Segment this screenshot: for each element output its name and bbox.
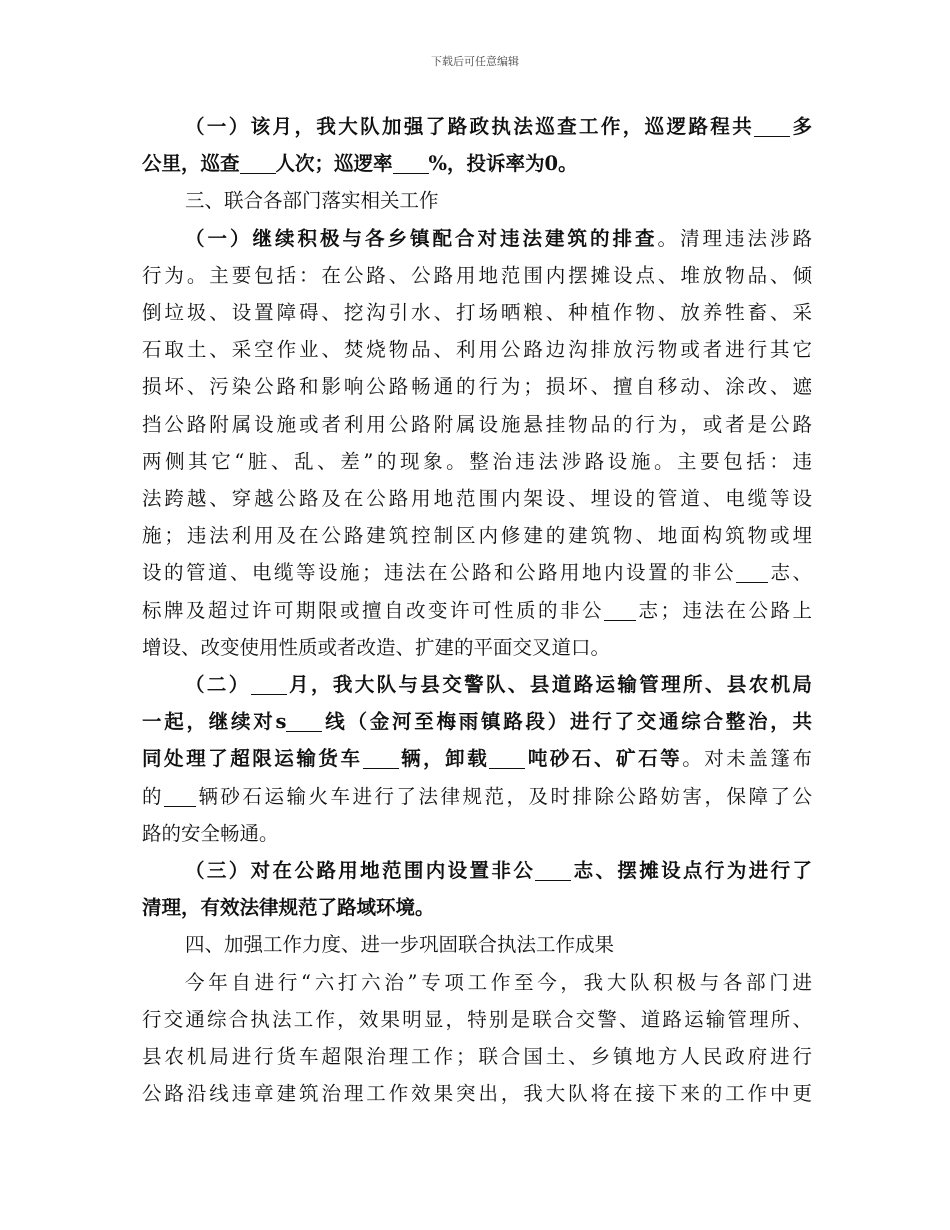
- text-line: [142, 145, 812, 182]
- text-line: 今年自进行“六打六治”专项工作至今，我大队积极与各部门进: [185, 970, 812, 994]
- paragraph-joint-enforcement: [142, 666, 812, 852]
- text-line: [142, 852, 812, 889]
- text-run: （三）对在公路用地范围内设置非公: [185, 859, 536, 883]
- text-line: 挡公路附属设施或者利用公路附属设施悬挂物品的行为，或者是公路: [142, 412, 812, 436]
- text-line: [142, 220, 812, 257]
- text-run: 志、摆摊设点行为进行了: [571, 859, 812, 883]
- fill-blank: [393, 152, 429, 174]
- text-run: 标牌及超过许可期限或擅自改变许可性质的非公: [142, 598, 604, 622]
- text-line: 县农机局进行货车超限治理工作；联合国土、乡镇地方人民政府进行: [142, 1045, 812, 1069]
- text-run: 一起，继续对s: [142, 710, 287, 734]
- fill-blank: [754, 115, 790, 137]
- text-line: [142, 554, 812, 591]
- text-line: 增设、改变使用性质或者改造、扩建的平面交叉道口。: [142, 635, 611, 659]
- text-run: 线（金河至梅雨镇路段）进行了交通综合整治，共: [322, 710, 812, 734]
- text-run: 的: [142, 784, 164, 808]
- text-run: %，投诉率为0。: [428, 152, 578, 176]
- text-line: 损坏、污染公路和影响公路畅通的行为；损坏、擅自移动、涂改、遮: [142, 375, 812, 399]
- text-line: 行交通综合执法工作，效果明显，特别是联合交警、道路运输管理所、: [142, 1007, 812, 1031]
- fill-blank: [240, 152, 276, 174]
- text-line: 公路沿线违章建筑治理工作效果突出，我大队将在接下来的工作中更: [142, 1082, 812, 1106]
- fill-blank: [604, 598, 636, 620]
- text-line: [142, 666, 812, 703]
- text-line: 法跨越、穿越公路及在公路用地范围内架设、埋设的管道、电缆等设: [142, 487, 812, 511]
- text-run: （二）: [185, 673, 251, 697]
- text-line: 倒垃圾、设置障碍、挖沟引水、打场晒粮、种植作物、放养牲畜、采: [142, 301, 812, 325]
- text-run-bold: 同处理了超限运输货车: [142, 747, 363, 771]
- text-line: 清理，有效法律规范了路域环境。: [142, 896, 435, 920]
- text-line: 两侧其它“脏、乱、差”的现象。整治违法涉路设施。主要包括：违: [142, 449, 812, 473]
- document-body: [142, 108, 812, 1112]
- fill-blank: [489, 747, 525, 769]
- text-line: [142, 740, 812, 777]
- text-line: [142, 778, 812, 815]
- text-run: 人次；巡逻率: [275, 152, 393, 176]
- section-heading-4: 四、加强工作力度、进一步巩固联合执法工作成果: [185, 933, 615, 957]
- fill-blank: [363, 747, 399, 769]
- paragraph-roadside-stalls: [142, 852, 812, 926]
- fill-blank: [251, 673, 287, 695]
- paragraph-illegal-construction: [142, 220, 812, 666]
- text-run: 设的管道、电缆等设施；违法在公路和公路用地内设置的非公: [142, 561, 736, 585]
- paragraph-patrol: [142, 108, 812, 182]
- fill-blank: [535, 859, 571, 881]
- text-run: 公里，巡查: [142, 152, 240, 176]
- text-run-bold: 吨砂石、矿石等: [525, 747, 683, 771]
- text-run: 。对未盖篷布: [682, 747, 812, 771]
- text-run-bold: 辆，卸载: [398, 747, 490, 771]
- text-run: 辆砂石运输火车进行了法律规范，及时排除公路妨害，保障了公: [196, 784, 812, 808]
- text-line: 行为。主要包括：在公路、公路用地范围内摆摊设点、堆放物品、倾: [142, 263, 812, 287]
- text-run: 。清理违法涉路: [657, 226, 812, 250]
- text-run-bold: （一）继续积极与各乡镇配合对违法建筑的排查: [185, 226, 658, 250]
- text-run: 志、: [767, 561, 812, 585]
- text-run: （一）该月，我大队加强了路政执法巡查工作，巡逻路程共: [185, 115, 755, 138]
- text-run: 多: [790, 115, 812, 138]
- paragraph-results: [142, 964, 812, 1113]
- fill-blank: [286, 710, 322, 732]
- text-line: [142, 108, 812, 145]
- fill-blank: [736, 561, 768, 583]
- text-line: 石取土、采空作业、焚烧物品、利用公路边沟排放污物或者进行其它: [142, 338, 812, 362]
- section-heading-3: 三、联合各部门落实相关工作: [185, 189, 439, 213]
- text-line: [142, 703, 812, 740]
- text-line: 施；违法利用及在公路建筑控制区内修建的建筑物、地面构筑物或埋: [142, 524, 812, 548]
- fill-blank: [164, 784, 196, 806]
- text-line: 路的安全畅通。: [142, 821, 279, 845]
- text-run: 志；违法在公路上: [635, 598, 812, 622]
- page-header: 下载后可任意编辑: [431, 55, 519, 68]
- text-run: 月，我大队与县交警队、县道路运输管理所、县农机局: [286, 673, 812, 697]
- text-line: [142, 592, 812, 629]
